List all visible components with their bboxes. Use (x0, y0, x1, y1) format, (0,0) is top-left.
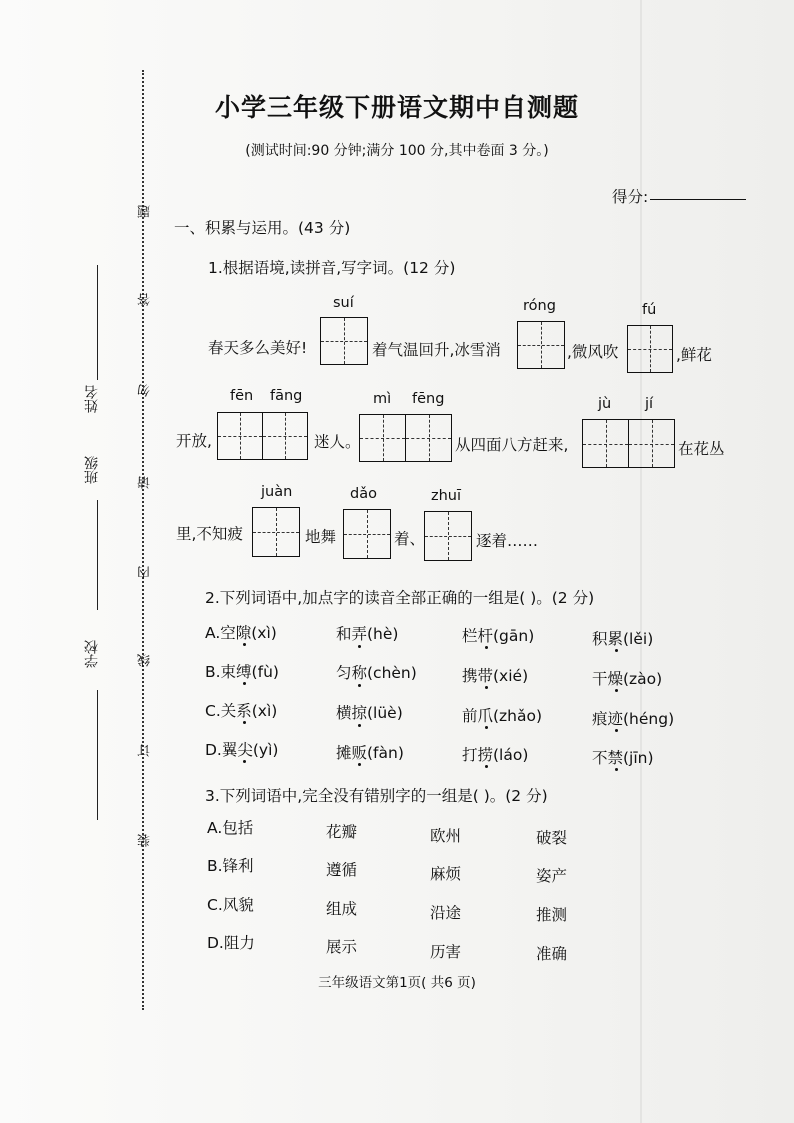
section-heading: 一、积累与运用。(43 分) (174, 219, 351, 237)
option-item: 携带(xié) (462, 667, 529, 685)
option-item[interactable]: D.阻力 (207, 934, 255, 952)
option-item[interactable]: D.翼尖(yì) (205, 741, 279, 759)
option-item: 不禁(jīn) (592, 749, 654, 767)
option-item: 沿途 (430, 904, 462, 922)
sentence-text: 着气温回升,冰雪消 (372, 341, 501, 359)
sentence-text: 从四面八方赶来, (455, 436, 569, 454)
name-label: 姓名 (84, 385, 100, 413)
emphasis-dot (243, 682, 246, 685)
sentence-text: 开放, (176, 432, 212, 450)
option-item: 历害 (430, 943, 462, 961)
option-item[interactable]: A.包括 (207, 819, 254, 837)
school-line (97, 690, 98, 820)
emphasis-dot (243, 721, 246, 724)
page-footer: 三年级语文第1页( 共6 页) (318, 975, 476, 991)
option-item: 和弄(hè) (336, 625, 399, 643)
option-item: 干燥(zào) (592, 670, 663, 688)
option-item: 欧州 (430, 827, 462, 845)
emphasis-dot (485, 646, 488, 649)
emphasis-dot (485, 686, 488, 689)
binding-char: 订 (138, 744, 153, 757)
emphasis-dot (358, 724, 361, 727)
sentence-text: 迷人。 (314, 433, 361, 451)
option-item[interactable]: B.锋利 (207, 857, 254, 875)
paper-fold (640, 0, 642, 1123)
pinyin: zhuī (431, 488, 462, 504)
page-title: 小学三年级下册语文期中自测题 (214, 93, 579, 122)
writing-grid-box[interactable] (405, 414, 452, 462)
emphasis-dot (358, 645, 361, 648)
option-item: 花瓣 (326, 823, 358, 841)
option-item: 摊贩(fàn) (336, 744, 404, 762)
name-line (97, 265, 98, 380)
question-3-title: 3.下列词语中,完全没有错别字的一组是( )。(2 分) (205, 787, 548, 805)
pinyin: fú (642, 302, 657, 318)
pinyin: dǎo (350, 486, 377, 502)
option-item: 展示 (326, 938, 358, 956)
school-label: 学校 (84, 640, 100, 668)
option-item[interactable]: A.空隙(xì) (205, 624, 277, 642)
emphasis-dot (485, 765, 488, 768)
option-item: 栏杆(gān) (462, 627, 535, 645)
pinyin: suí (333, 295, 354, 311)
option-item: 姿产 (536, 867, 568, 885)
binding-char: 内 (138, 566, 153, 579)
emphasis-dot (615, 649, 618, 652)
class-label: 班级 (84, 456, 100, 484)
sentence-text: 地舞 (305, 528, 337, 546)
option-item: 横掠(lüè) (336, 704, 403, 722)
option-item: 准确 (536, 945, 568, 963)
emphasis-dot (615, 729, 618, 732)
option-item[interactable]: C.风貌 (207, 896, 254, 914)
option-item: 麻烦 (430, 865, 462, 883)
emphasis-dot (243, 643, 246, 646)
emphasis-dot (615, 768, 618, 771)
sentence-text: ,鲜花 (676, 346, 712, 364)
question-2-title: 2.下列词语中,加点字的读音全部正确的一组是( )。(2 分) (205, 589, 595, 607)
pinyin: fāng (270, 388, 303, 404)
writing-grid-box[interactable] (627, 325, 673, 373)
binding-char: 答 (138, 293, 153, 306)
pinyin: fēng (412, 391, 445, 407)
writing-grid-box[interactable] (582, 419, 629, 468)
writing-grid-box[interactable] (343, 509, 391, 559)
option-item: 匀称(chèn) (336, 664, 417, 682)
emphasis-dot (358, 763, 361, 766)
emphasis-dot (243, 760, 246, 763)
pinyin: fēn (230, 388, 254, 404)
pinyin: jí (645, 396, 654, 412)
option-item: 积累(lěi) (592, 630, 654, 648)
emphasis-dot (358, 684, 361, 687)
class-line (97, 500, 98, 610)
option-item: 组成 (326, 900, 358, 918)
writing-grid-box[interactable] (424, 511, 472, 561)
binding-char: 装 (138, 834, 153, 847)
writing-grid-box[interactable] (320, 317, 368, 365)
option-item: 痕迹(héng) (592, 710, 675, 728)
binding-char: 线 (138, 654, 153, 667)
pinyin: róng (523, 298, 556, 314)
pinyin: mì (373, 391, 392, 407)
option-item: 打捞(láo) (462, 746, 529, 764)
sentence-text: 在花丛 (678, 440, 725, 458)
writing-grid-box[interactable] (252, 507, 300, 557)
emphasis-dot (485, 726, 488, 729)
option-item: 遵循 (326, 861, 358, 879)
question-1-title: 1.根据语境,读拼音,写字词。(12 分) (208, 259, 456, 277)
option-item[interactable]: B.束缚(fù) (205, 663, 279, 681)
score-label: 得分: (612, 188, 649, 206)
score-blank[interactable] (650, 199, 746, 200)
writing-grid-box[interactable] (517, 321, 565, 369)
pinyin: jù (598, 396, 612, 412)
sentence-text: 春天多么美好! (208, 339, 308, 357)
writing-grid-box[interactable] (217, 412, 263, 460)
binding-char: 请 (138, 476, 153, 489)
binding-char: 题 (138, 205, 153, 218)
writing-grid-box[interactable] (262, 412, 308, 460)
sentence-text: 着、 (394, 530, 426, 548)
option-item: 推测 (536, 906, 568, 924)
sentence-text: 逐着…… (476, 532, 539, 550)
test-info: (测试时间:90 分钟;满分 100 分,其中卷面 3 分。) (245, 143, 549, 159)
writing-grid-box[interactable] (359, 414, 406, 462)
writing-grid-box[interactable] (628, 419, 675, 468)
binding-char: 勿 (138, 384, 153, 397)
emphasis-dot (615, 689, 618, 692)
option-item: 前爪(zhǎo) (462, 707, 543, 725)
pinyin: juàn (261, 484, 293, 500)
sentence-text: ,微风吹 (567, 343, 619, 361)
sentence-text: 里,不知疲 (176, 525, 243, 543)
option-item: 破裂 (536, 829, 568, 847)
option-item[interactable]: C.关系(xì) (205, 702, 278, 720)
